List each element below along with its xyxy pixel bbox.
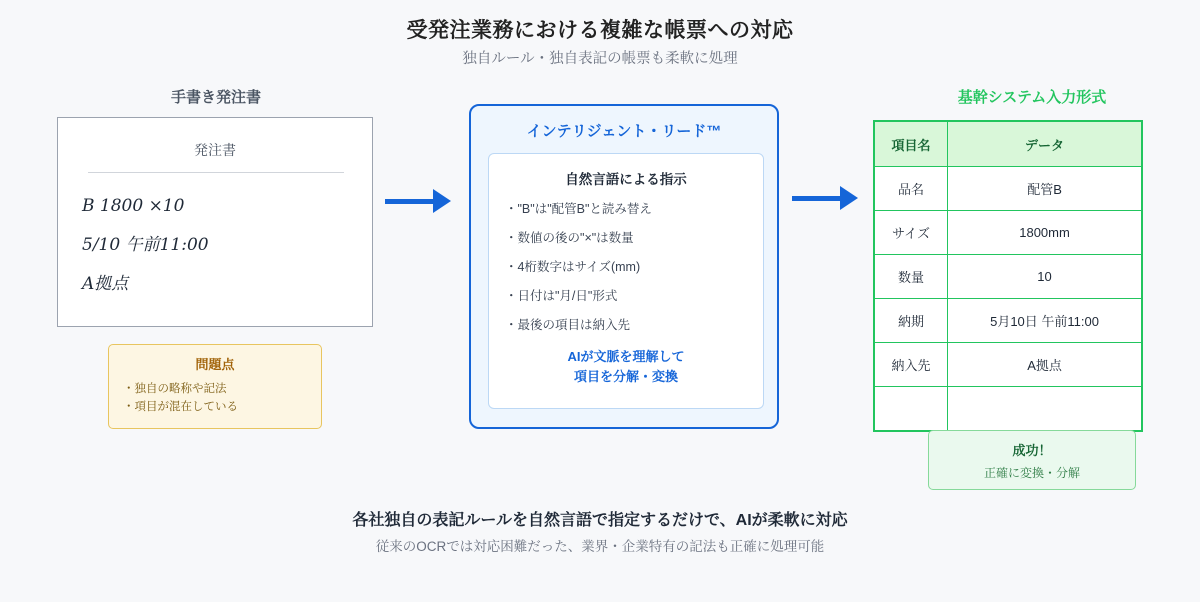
page-title: 受発注業務における複雑な帳票への対応 <box>406 19 794 42</box>
handwritten-order-card <box>57 117 373 327</box>
table-cell-value: A拠点 <box>948 343 1142 387</box>
problem-title: 問題点 <box>195 357 235 372</box>
ai-note-line-1: AIが文脈を理解して <box>567 349 685 364</box>
instruction-rule: ・4桁数字はサイズ(mm) <box>505 260 641 274</box>
problem-item: ・独自の略称や記法 <box>123 383 227 395</box>
problem-list <box>123 381 321 417</box>
table-row <box>874 255 1142 299</box>
table-cell-value: 配管B <box>948 167 1142 211</box>
table-header-row <box>874 121 1142 167</box>
success-title: 成功！ <box>1012 443 1052 458</box>
order-card-title: 発注書 <box>194 142 236 158</box>
order-card-divider <box>88 172 344 173</box>
instruction-rule: ・"B"は"配管B"と読み替え <box>505 202 652 216</box>
table-row <box>874 387 1142 432</box>
table-cell-label: 納期 <box>874 299 948 343</box>
footer-title: 各社独自の表記ルールを自然言語で指定するだけで、AIが柔軟に対応 <box>352 512 848 529</box>
table-cell-label: 数量 <box>874 255 948 299</box>
handwritten-line: B 1800 ×10 <box>82 196 185 216</box>
table-cell-label <box>874 387 948 432</box>
footer-subtitle: 従来のOCRでは対応困難だった、業界・企業特有の記法も正確に処理可能 <box>375 539 825 554</box>
arrow-center-to-right-icon <box>792 193 858 203</box>
instruction-title: 自然言語による指示 <box>565 172 687 187</box>
success-subtitle: 正確に変換・分解 <box>983 466 1080 480</box>
arrow-left-to-center-icon <box>385 196 451 206</box>
intelligent-read-panel <box>469 104 779 429</box>
result-table <box>873 120 1143 432</box>
handwritten-lines <box>82 196 352 308</box>
right-column-title: 基幹システム入力形式 <box>957 89 1107 106</box>
table-cell-label: 品名 <box>874 167 948 211</box>
instruction-rule: ・日付は"月/日"形式 <box>505 289 618 303</box>
instruction-rule: ・数値の後の"×"は数量 <box>505 231 634 245</box>
instruction-rule-list <box>505 202 763 333</box>
ai-note-line-2: 項目を分解・変換 <box>573 368 678 384</box>
instruction-rule: ・最後の項目は納入先 <box>505 318 631 332</box>
problem-box <box>108 344 322 429</box>
table-cell-value: 1800mm <box>948 211 1142 255</box>
handwritten-line: A拠点 <box>82 274 129 294</box>
problem-item: ・項目が混在している <box>123 400 238 413</box>
handwritten-line: 5/10 午前11:00 <box>82 235 209 255</box>
intelligent-read-title: インテリジェント・リード™ <box>526 123 722 140</box>
table-cell-label: 納入先 <box>874 343 948 387</box>
table-row <box>874 167 1142 211</box>
table-header-cell: データ <box>948 121 1142 167</box>
table-header-cell: 項目名 <box>874 121 948 167</box>
table-row <box>874 211 1142 255</box>
left-column-title: 手書き発注書 <box>170 89 261 106</box>
table-cell-label: サイズ <box>874 211 948 255</box>
table-row <box>874 299 1142 343</box>
table-cell-value <box>948 387 1142 432</box>
success-box <box>928 430 1136 490</box>
ai-note <box>489 347 763 386</box>
page-subtitle: 独自ルール・独自表記の帳票も柔軟に処理 <box>462 51 738 67</box>
table-cell-value: 5月10日 午前11:00 <box>948 299 1142 343</box>
table-cell-value: 10 <box>948 255 1142 299</box>
table-row <box>874 343 1142 387</box>
natural-language-instruction-card <box>488 153 764 409</box>
